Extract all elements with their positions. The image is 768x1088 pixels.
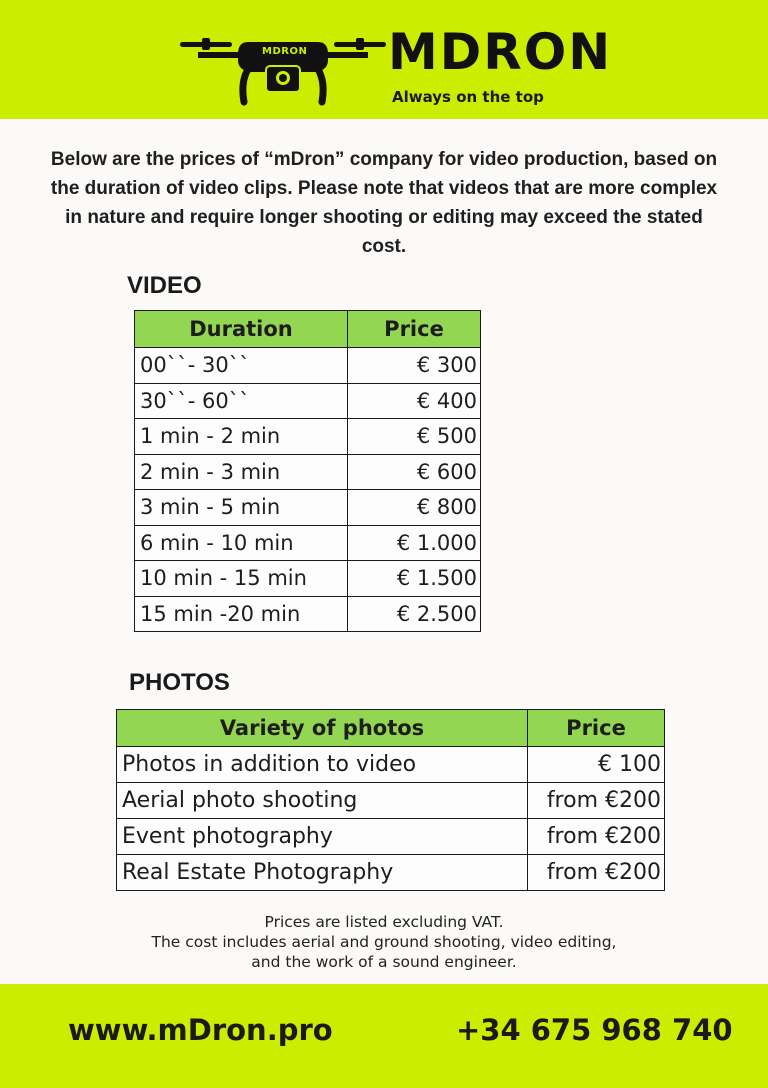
- duration-cell: 15 min -20 min: [135, 596, 348, 632]
- price-cell: € 500: [348, 419, 481, 455]
- photos-price-table: [116, 709, 665, 891]
- note-line: The cost includes aerial and ground shooting, video editing,: [151, 933, 617, 951]
- duration-cell: 6 min - 10 min: [135, 525, 348, 561]
- video-price-table: [134, 310, 481, 632]
- table-row: [135, 419, 481, 455]
- note-line: Prices are listed excluding VAT.: [264, 913, 504, 931]
- variety-cell: Photos in addition to video: [117, 747, 528, 783]
- price-cell: from €200: [528, 783, 665, 819]
- table-row: [135, 383, 481, 419]
- price-cell: € 100: [528, 747, 665, 783]
- drone-logo-icon: [178, 30, 388, 106]
- brand-tagline: Always on the top: [392, 88, 544, 106]
- variety-cell: Real Estate Photography: [117, 855, 528, 891]
- variety-cell: Event photography: [117, 819, 528, 855]
- photos-section-title: PHOTOS: [129, 669, 230, 696]
- website-link[interactable]: www.mDron.pro: [68, 1013, 333, 1047]
- duration-cell: 3 min - 5 min: [135, 490, 348, 526]
- drone-badge-text: MDRON: [262, 46, 308, 57]
- header-banner: [0, 0, 768, 119]
- table-row: [135, 561, 481, 597]
- table-row: [135, 525, 481, 561]
- duration-cell: 30``- 60``: [135, 383, 348, 419]
- table-header-row: [117, 710, 665, 747]
- table-row: [117, 783, 665, 819]
- table-header-row: [135, 311, 481, 348]
- duration-cell: 10 min - 15 min: [135, 561, 348, 597]
- table-row: [135, 490, 481, 526]
- table-row: [117, 819, 665, 855]
- variety-header: Variety of photos: [117, 710, 528, 747]
- table-row: [117, 855, 665, 891]
- intro-paragraph: Below are the prices of “mDron” company for video production, based on the duration of video clips. Please note that videos that are more complex in nature and require longer shooting or editing may exceed the stated cost.: [50, 149, 718, 257]
- price-cell: € 1.500: [348, 561, 481, 597]
- table-row: [135, 596, 481, 632]
- video-section-title: VIDEO: [127, 272, 202, 299]
- price-cell: € 800: [348, 490, 481, 526]
- price-cell: € 2.500: [348, 596, 481, 632]
- price-cell: € 1.000: [348, 525, 481, 561]
- variety-cell: Aerial photo shooting: [117, 783, 528, 819]
- table-row: [135, 454, 481, 490]
- price-cell: from €200: [528, 855, 665, 891]
- pricing-notes: [0, 912, 768, 972]
- price-cell: € 600: [348, 454, 481, 490]
- note-line: and the work of a sound engineer.: [251, 953, 517, 971]
- table-row: [135, 348, 481, 384]
- duration-cell: 2 min - 3 min: [135, 454, 348, 490]
- price-cell: from €200: [528, 819, 665, 855]
- duration-header: Duration: [135, 311, 348, 348]
- duration-cell: 00``- 30``: [135, 348, 348, 384]
- brand-name: MDRON: [388, 23, 613, 81]
- price-cell: € 300: [348, 348, 481, 384]
- price-cell: € 400: [348, 383, 481, 419]
- table-row: [117, 747, 665, 783]
- duration-cell: 1 min - 2 min: [135, 419, 348, 455]
- price-header: Price: [528, 710, 665, 747]
- phone-number[interactable]: +34 675 968 740: [456, 1013, 733, 1047]
- price-header: Price: [348, 311, 481, 348]
